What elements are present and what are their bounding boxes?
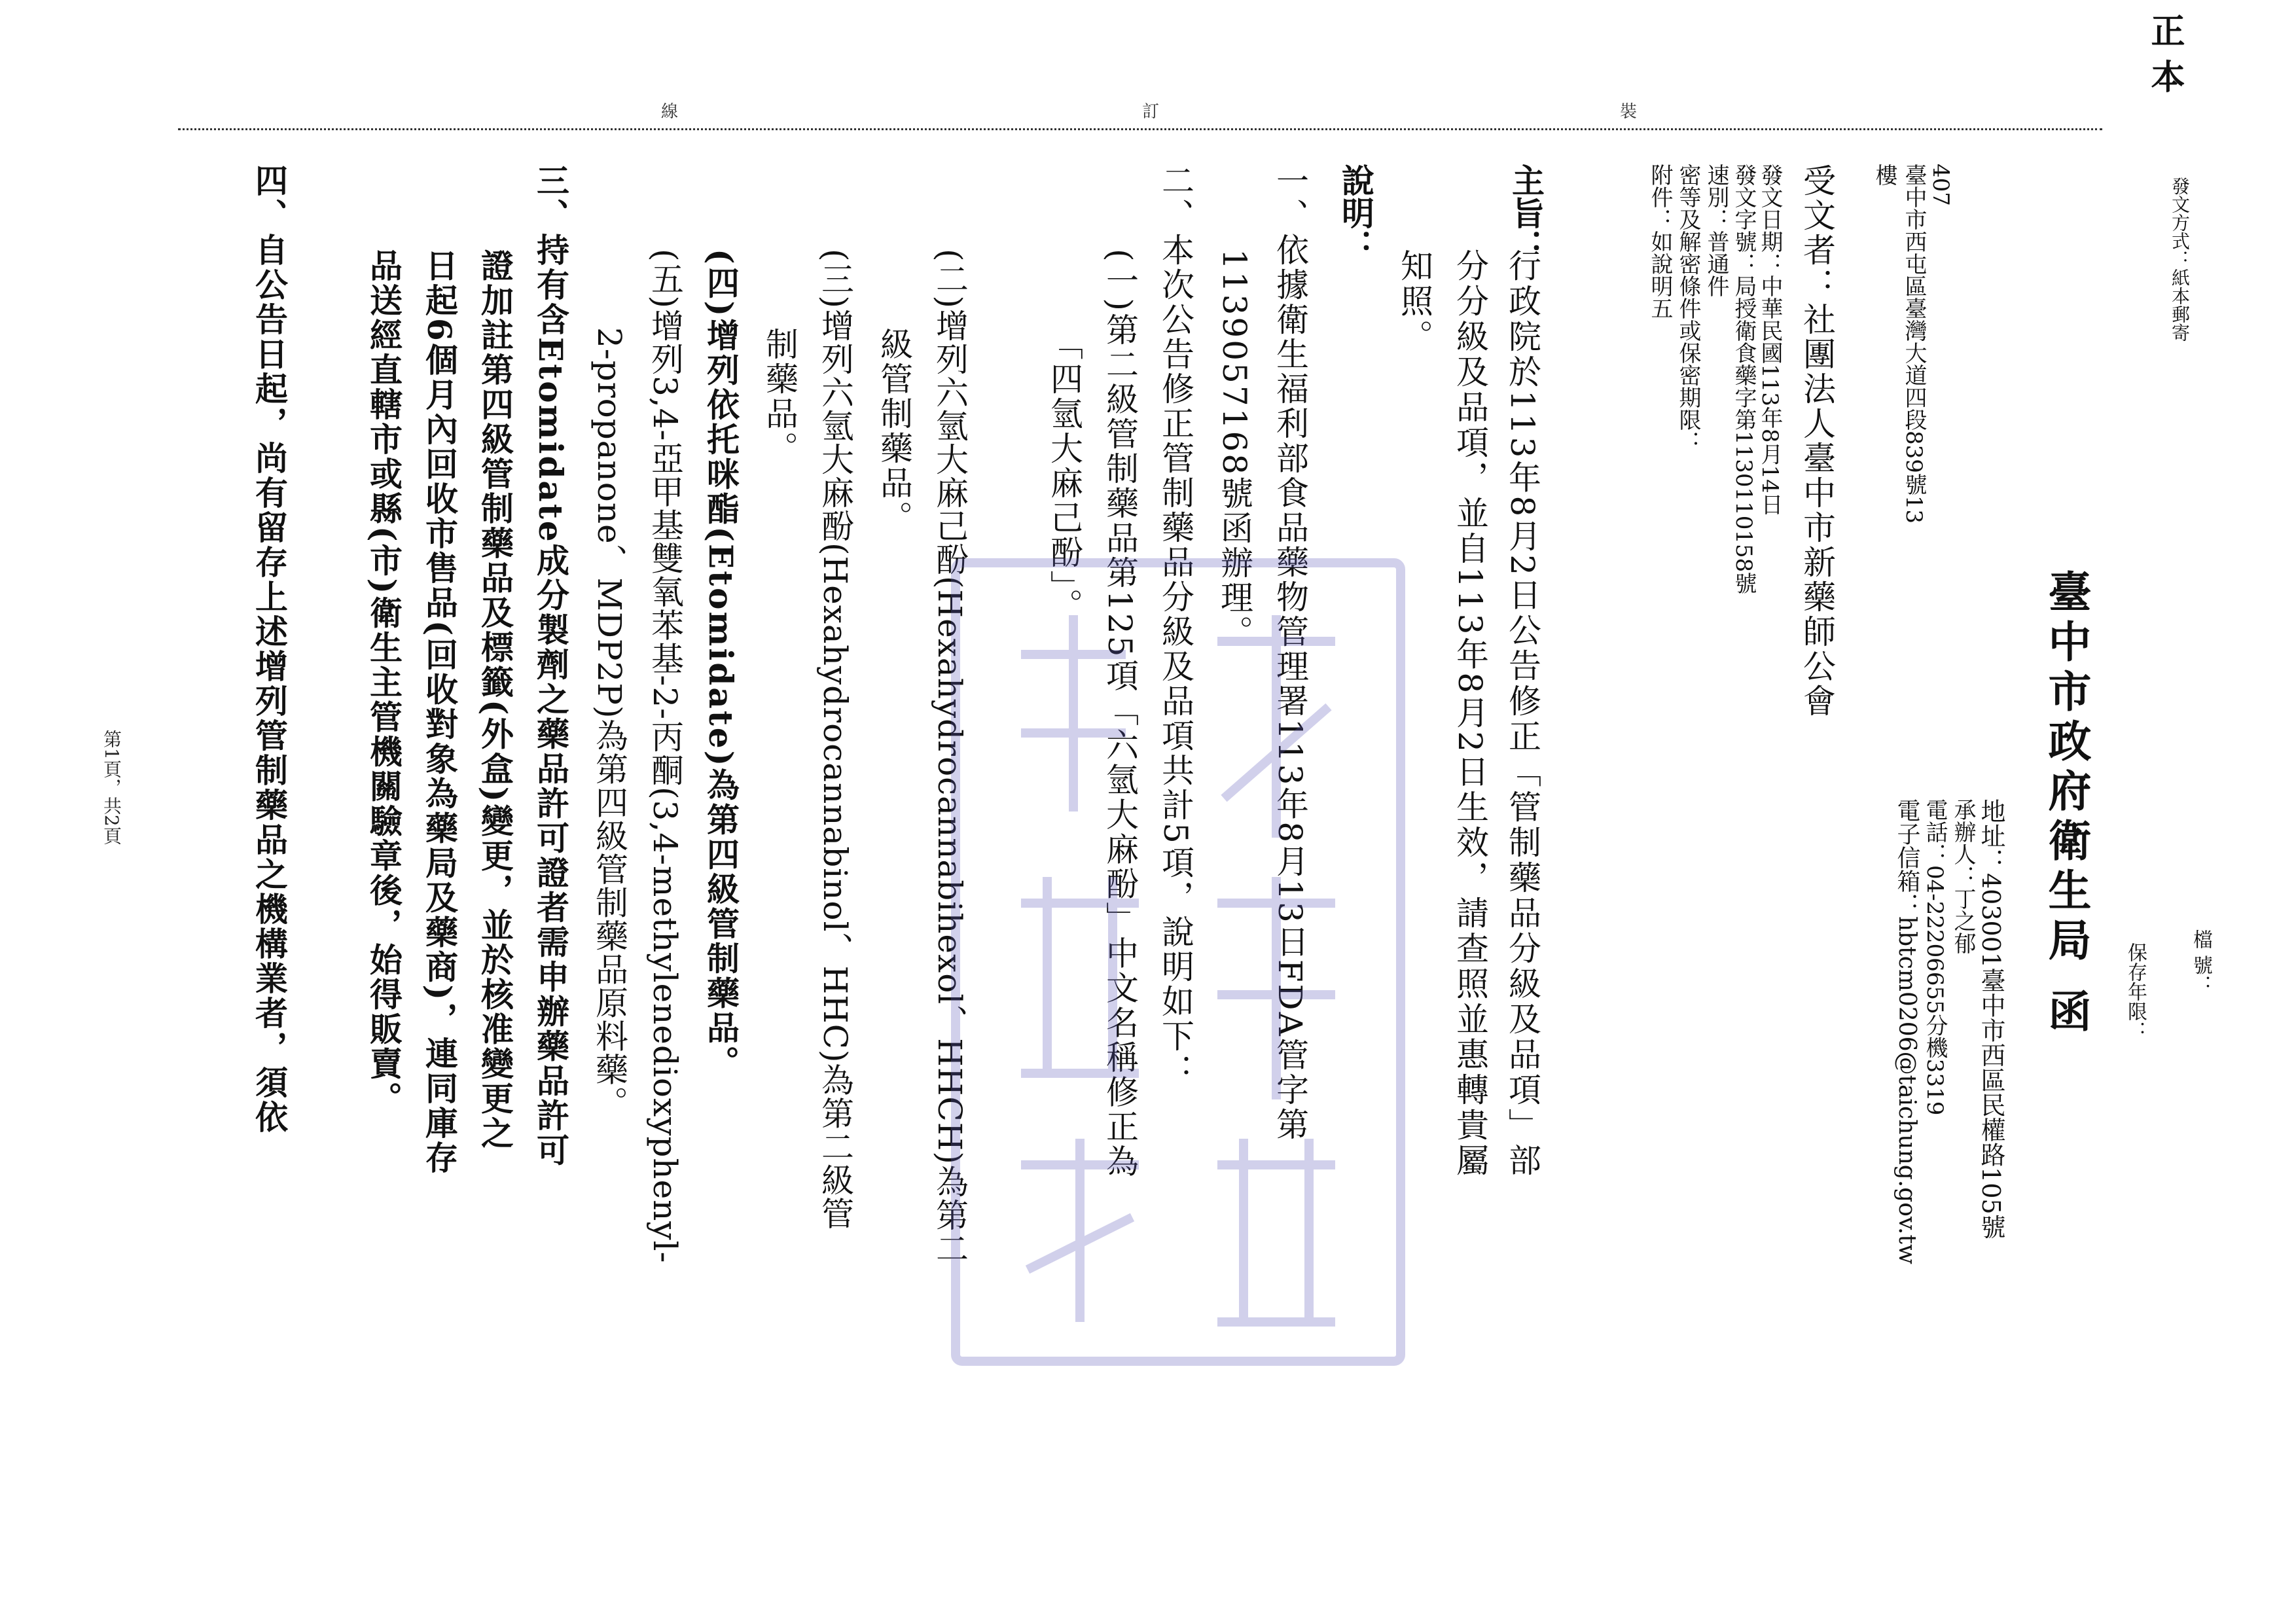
binding-mark-right: 線 xyxy=(661,102,679,122)
item-two-2-line-2: 級管制藥品。 xyxy=(875,327,913,535)
original-mark: 正 本 xyxy=(2145,13,2185,94)
explanation-label: 說明： xyxy=(1336,164,1375,262)
page-footer: 第1頁，共2頁 xyxy=(101,730,122,845)
recipient-zip: 407 xyxy=(1928,164,1954,206)
item-two-4: (四)增列依托咪酯(Etomidate)為第四級管制藥品。 xyxy=(702,249,740,1080)
binding-mark-middle: 訂 xyxy=(1142,102,1160,122)
item-three-line-4: 品送經直轄市或縣(市)衛生主管機關驗章後，始得販賣。 xyxy=(365,249,403,1116)
send-method: 發文方式：紙本郵寄 xyxy=(2169,177,2191,342)
item-two: 二、本次公告修正管制藥品分級及品項共計5項，說明如下： xyxy=(1157,164,1194,1088)
subject-line-1: 行政院於113年8月2日公告修正「管制藥品分級及品項」部 xyxy=(1503,249,1541,1179)
sender-contact: 承辦人：丁之郁 xyxy=(1950,798,1976,954)
item-one-line-1: 一、依據衛生福利部食品藥物管理署113年8月13日FDA管字第 xyxy=(1271,164,1309,1142)
official-seal-stamp xyxy=(929,537,1427,1387)
item-three-line-2: 證加註第四級管制藥品及標籤(外盒)變更，並於核准變更之 xyxy=(476,249,514,1151)
item-three-line-1: 三、持有含Etomidate成分製劑之藥品許可證者需申辦藥品許可 xyxy=(531,164,570,1168)
classification: 密等及解密條件或保密期限： xyxy=(1675,164,1701,453)
item-two-2-line-1: (二)增列六氫大麻己酚(Hexahydrocannabihexol、HHCH)為第二 xyxy=(931,249,969,1265)
attachment: 附件：如說明五 xyxy=(1647,164,1673,319)
subject-line-3: 知照。 xyxy=(1395,249,1433,355)
document-number: 發文字號：局授衛食藥字第1130110158號 xyxy=(1731,164,1757,595)
sender-address: 地址：403001臺中市西區民權路105號 xyxy=(1977,798,2005,1240)
recipient-floor: 樓 xyxy=(1871,164,1897,186)
item-two-5-line-1: (五)增列3,4-亞甲基雙氧苯基-2-丙酮(3,4-methylenedioxyphenyl- xyxy=(646,249,684,1264)
binding-line xyxy=(178,128,2102,130)
recipient-street: 臺中市西屯區臺灣大道四段839號13 xyxy=(1901,164,1927,524)
recipient: 受文者：社團法人臺中市新藥師公會 xyxy=(1798,164,1836,719)
item-four: 四、自公告日起，尚有留存上述增列管制藥品之機構業者，須依 xyxy=(250,164,289,1135)
speed-class: 速別：普通件 xyxy=(1703,164,1729,297)
file-number: 檔 號： xyxy=(2189,929,2212,995)
page-title: 臺中市政府衛生局 函 xyxy=(2041,569,2092,1039)
subject-label: 主旨： xyxy=(1507,164,1545,262)
issue-date: 發文日期：中華民國113年8月14日 xyxy=(1757,164,1783,516)
binding-mark-left: 裝 xyxy=(1620,102,1638,122)
item-one-line-2: 1139057168號函辦理。 xyxy=(1215,249,1253,651)
item-two-5-line-2: 2-propanone、MDP2P)為第四級管制藥品原料藥。 xyxy=(590,327,628,1120)
item-two-3-line-1: (三)增列六氫大麻酚(Hexahydrocannabinol、HHC)為第二級管 xyxy=(816,249,854,1230)
item-two-1-line-2: 「四氫大麻己酚」。 xyxy=(1045,327,1083,623)
retention-period: 保存年限： xyxy=(2124,942,2147,1041)
subject-line-2: 分分級及品項，並自113年8月2日生效，請查照並惠轉貴屬 xyxy=(1451,249,1489,1179)
sender-email: 電子信箱：hbtcm0206@taichung.gov.tw xyxy=(1893,798,1920,1264)
sender-phone: 電話：04-22206655分機3319 xyxy=(1922,798,1948,1116)
item-two-3-line-2: 制藥品。 xyxy=(761,327,798,466)
item-three-line-3: 日起6個月內回收市售品(回收對象為藥局及藥商)，連同庫存 xyxy=(420,249,459,1176)
item-two-1-line-1: (一)第二級管制藥品第125項「六氫大麻酚」中文名稱修正為 xyxy=(1101,249,1139,1179)
